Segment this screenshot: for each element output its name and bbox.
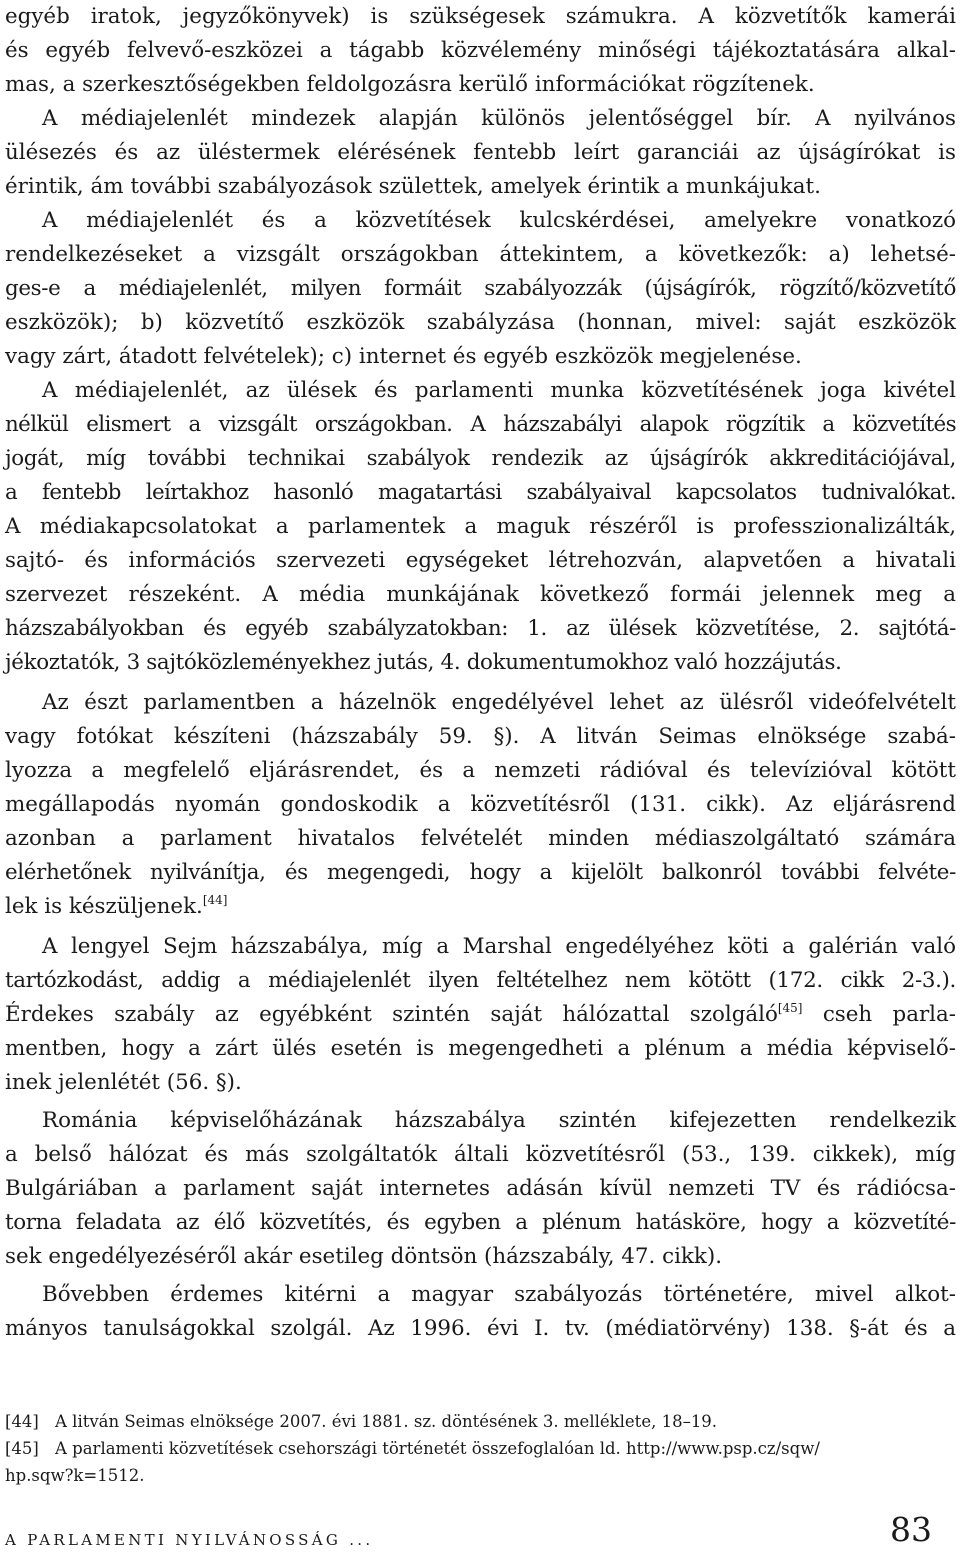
body-line: ges-e a médiajelenlét, milyen formáit szabályozzák (újságírók, rögzítő/közvetítő <box>5 276 956 301</box>
footnote-44 <box>5 1408 956 1435</box>
body-line: egyéb iratok, jegyzőkönyvek) is szükségesek számukra. A közvetítők kamerái <box>5 4 956 29</box>
body-line: jogát, míg további technikai szabályok rendezik az újságírók akkreditációjával, <box>5 446 956 471</box>
body-line: lyozza a megfelelő eljárásrendet, és a nemzeti rádióval és televízióval kötött <box>5 758 956 783</box>
footnote-ref-44[interactable]: [44] <box>202 893 228 907</box>
footnote-text: A litván Seimas elnöksége 2007. évi 1881. sz. döntésének 3. melléklete, 18–19. <box>55 1412 718 1431</box>
body-line: jékoztatók, 3 sajtóközleményekhez jutás, 4. dokumentumokhoz való hozzájutás. <box>5 650 842 675</box>
body-line: szervezet részeként. A média munkájának következő formái jelennek meg a <box>5 582 956 607</box>
body-line-text: cseh parla- <box>822 1002 956 1027</box>
body-line: torna feladata az élő közvetítés, és egyben a plénum hatásköre, hogy a közvetíté- <box>5 1210 956 1235</box>
body-line-text: lek is készüljenek. <box>5 894 203 919</box>
body-line: mányos tanulságokkal szolgál. Az 1996. évi I. tv. (médiatörvény) 138. §-át és a <box>5 1316 956 1341</box>
body-line: inek jelenlétét (56. §). <box>5 1070 242 1095</box>
running-head: A PARLAMENTI NYILVÁNOSSÁG ... <box>5 1531 374 1549</box>
body-line: sajtó- és információs szervezeti egységeket létrehozván, alapvetően a hivatali <box>5 548 956 573</box>
body-line: és egyéb felvevő-eszközei a tágabb közvélemény minőségi tájékoztatására alkal- <box>5 38 956 63</box>
body-line: A lengyel Sejm házszabálya, míg a Marshal engedélyéhez köti a galérián való <box>42 934 956 959</box>
body-line: érintik, ám további szabályozások születtek, amelyek érintik a munkájukat. <box>5 174 821 199</box>
body-line: Bővebben érdemes kitérni a magyar szabályozás történetére, mivel alkot- <box>42 1282 956 1307</box>
body-line: megállapodás nyomán gondoskodik a közvetítésről (131. cikk). Az eljárásrend <box>5 792 956 817</box>
body-line-with-footnote-ref <box>5 998 956 1032</box>
body-line: sek engedélyezéséről akár esetileg döntsön (házszabály, 47. cikk). <box>5 1244 723 1269</box>
page-number: 83 <box>890 1510 932 1549</box>
body-line: vagy fotókat készíteni (házszabály 59. §). A litván Seimas elnöksége szabá- <box>5 724 956 749</box>
body-line: eszközök); b) közvetítő eszközök szabályzása (honnan, mivel: saját eszközök <box>5 310 956 335</box>
body-line: mas, a szerkesztőségekben feldolgozásra kerülő információkat rögzítenek. <box>5 72 815 97</box>
body-line: Bulgáriában a parlament saját internetes adásán kívül nemzeti TV és rádiócsa- <box>5 1176 956 1201</box>
body-line: ülésezés és az üléstermek elérésének fentebb leírt garanciái az újságírókat is <box>5 140 956 165</box>
footnote-45 <box>5 1435 956 1462</box>
body-line: A médiakapcsolatokat a parlamentek a maguk részéről is professzionalizálták, <box>5 514 956 539</box>
body-line: A médiajelenlét mindezek alapján különös jelentőséggel bír. A nyilvános <box>42 106 956 131</box>
body-line-text: Érdekes szabály az egyébként szintén saját hálózattal szolgáló <box>5 1002 778 1027</box>
footnote-ref-45[interactable]: [45] <box>777 1001 803 1015</box>
body-line: elérhetőnek nyilvánítja, és megengedi, hogy a kijelölt balkonról további felvéte- <box>5 860 956 885</box>
body-line: vagy zárt, átadott felvételek); c) internet és egyéb eszközök megjelenése. <box>5 344 802 369</box>
body-line: nélkül elismert a vizsgált országokban. A házszabályi alapok rögzítik a közvetítés <box>5 412 956 437</box>
body-line: mentben, hogy a zárt ülés esetén is megengedheti a plénum a média képviselő- <box>5 1036 956 1061</box>
body-line: házszabályokban és egyéb szabályzatokban: 1. az ülések közvetítése, 2. sajtótá- <box>5 616 956 641</box>
body-line: a belső hálózat és más szolgáltatók általi közvetítésről (53., 139. cikkek), míg <box>5 1142 956 1167</box>
body-line: a fentebb leírtakhoz hasonló magatartási szabályaival kapcsolatos tudnivalókat. <box>5 480 956 505</box>
footnote-mark: [44] <box>5 1412 39 1431</box>
body-line: rendelkezéseket a vizsgált országokban áttekintem, a következők: a) lehetsé- <box>5 242 956 267</box>
body-line-with-footnote-ref <box>5 890 956 924</box>
footnote-mark: [45] <box>5 1439 39 1458</box>
body-line: A médiajelenlét és a közvetítések kulcskérdései, amelyekre vonatkozó <box>42 208 956 233</box>
footnote-45-continuation[interactable]: hp.sqw?k=1512. <box>5 1466 145 1485</box>
body-line: tartózkodást, addig a médiajelenlét ilyen feltételhez nem kötött (172. cikk 2-3.). <box>5 968 956 993</box>
body-line: Románia képviselőházának házszabálya szintén kifejezetten rendelkezik <box>42 1108 956 1133</box>
body-line: A médiajelenlét, az ülések és parlamenti munka közvetítésének joga kivétel <box>42 378 956 403</box>
body-line: Az észt parlamentben a házelnök engedélyével lehet az ülésről videófelvételt <box>42 690 956 715</box>
body-line: azonban a parlament hivatalos felvételét minden médiaszolgáltató számára <box>5 826 956 851</box>
footnote-text[interactable]: A parlamenti közvetítések csehországi történetét összefoglalóan ld. http://www.psp.cz/sqw/ <box>55 1439 820 1458</box>
